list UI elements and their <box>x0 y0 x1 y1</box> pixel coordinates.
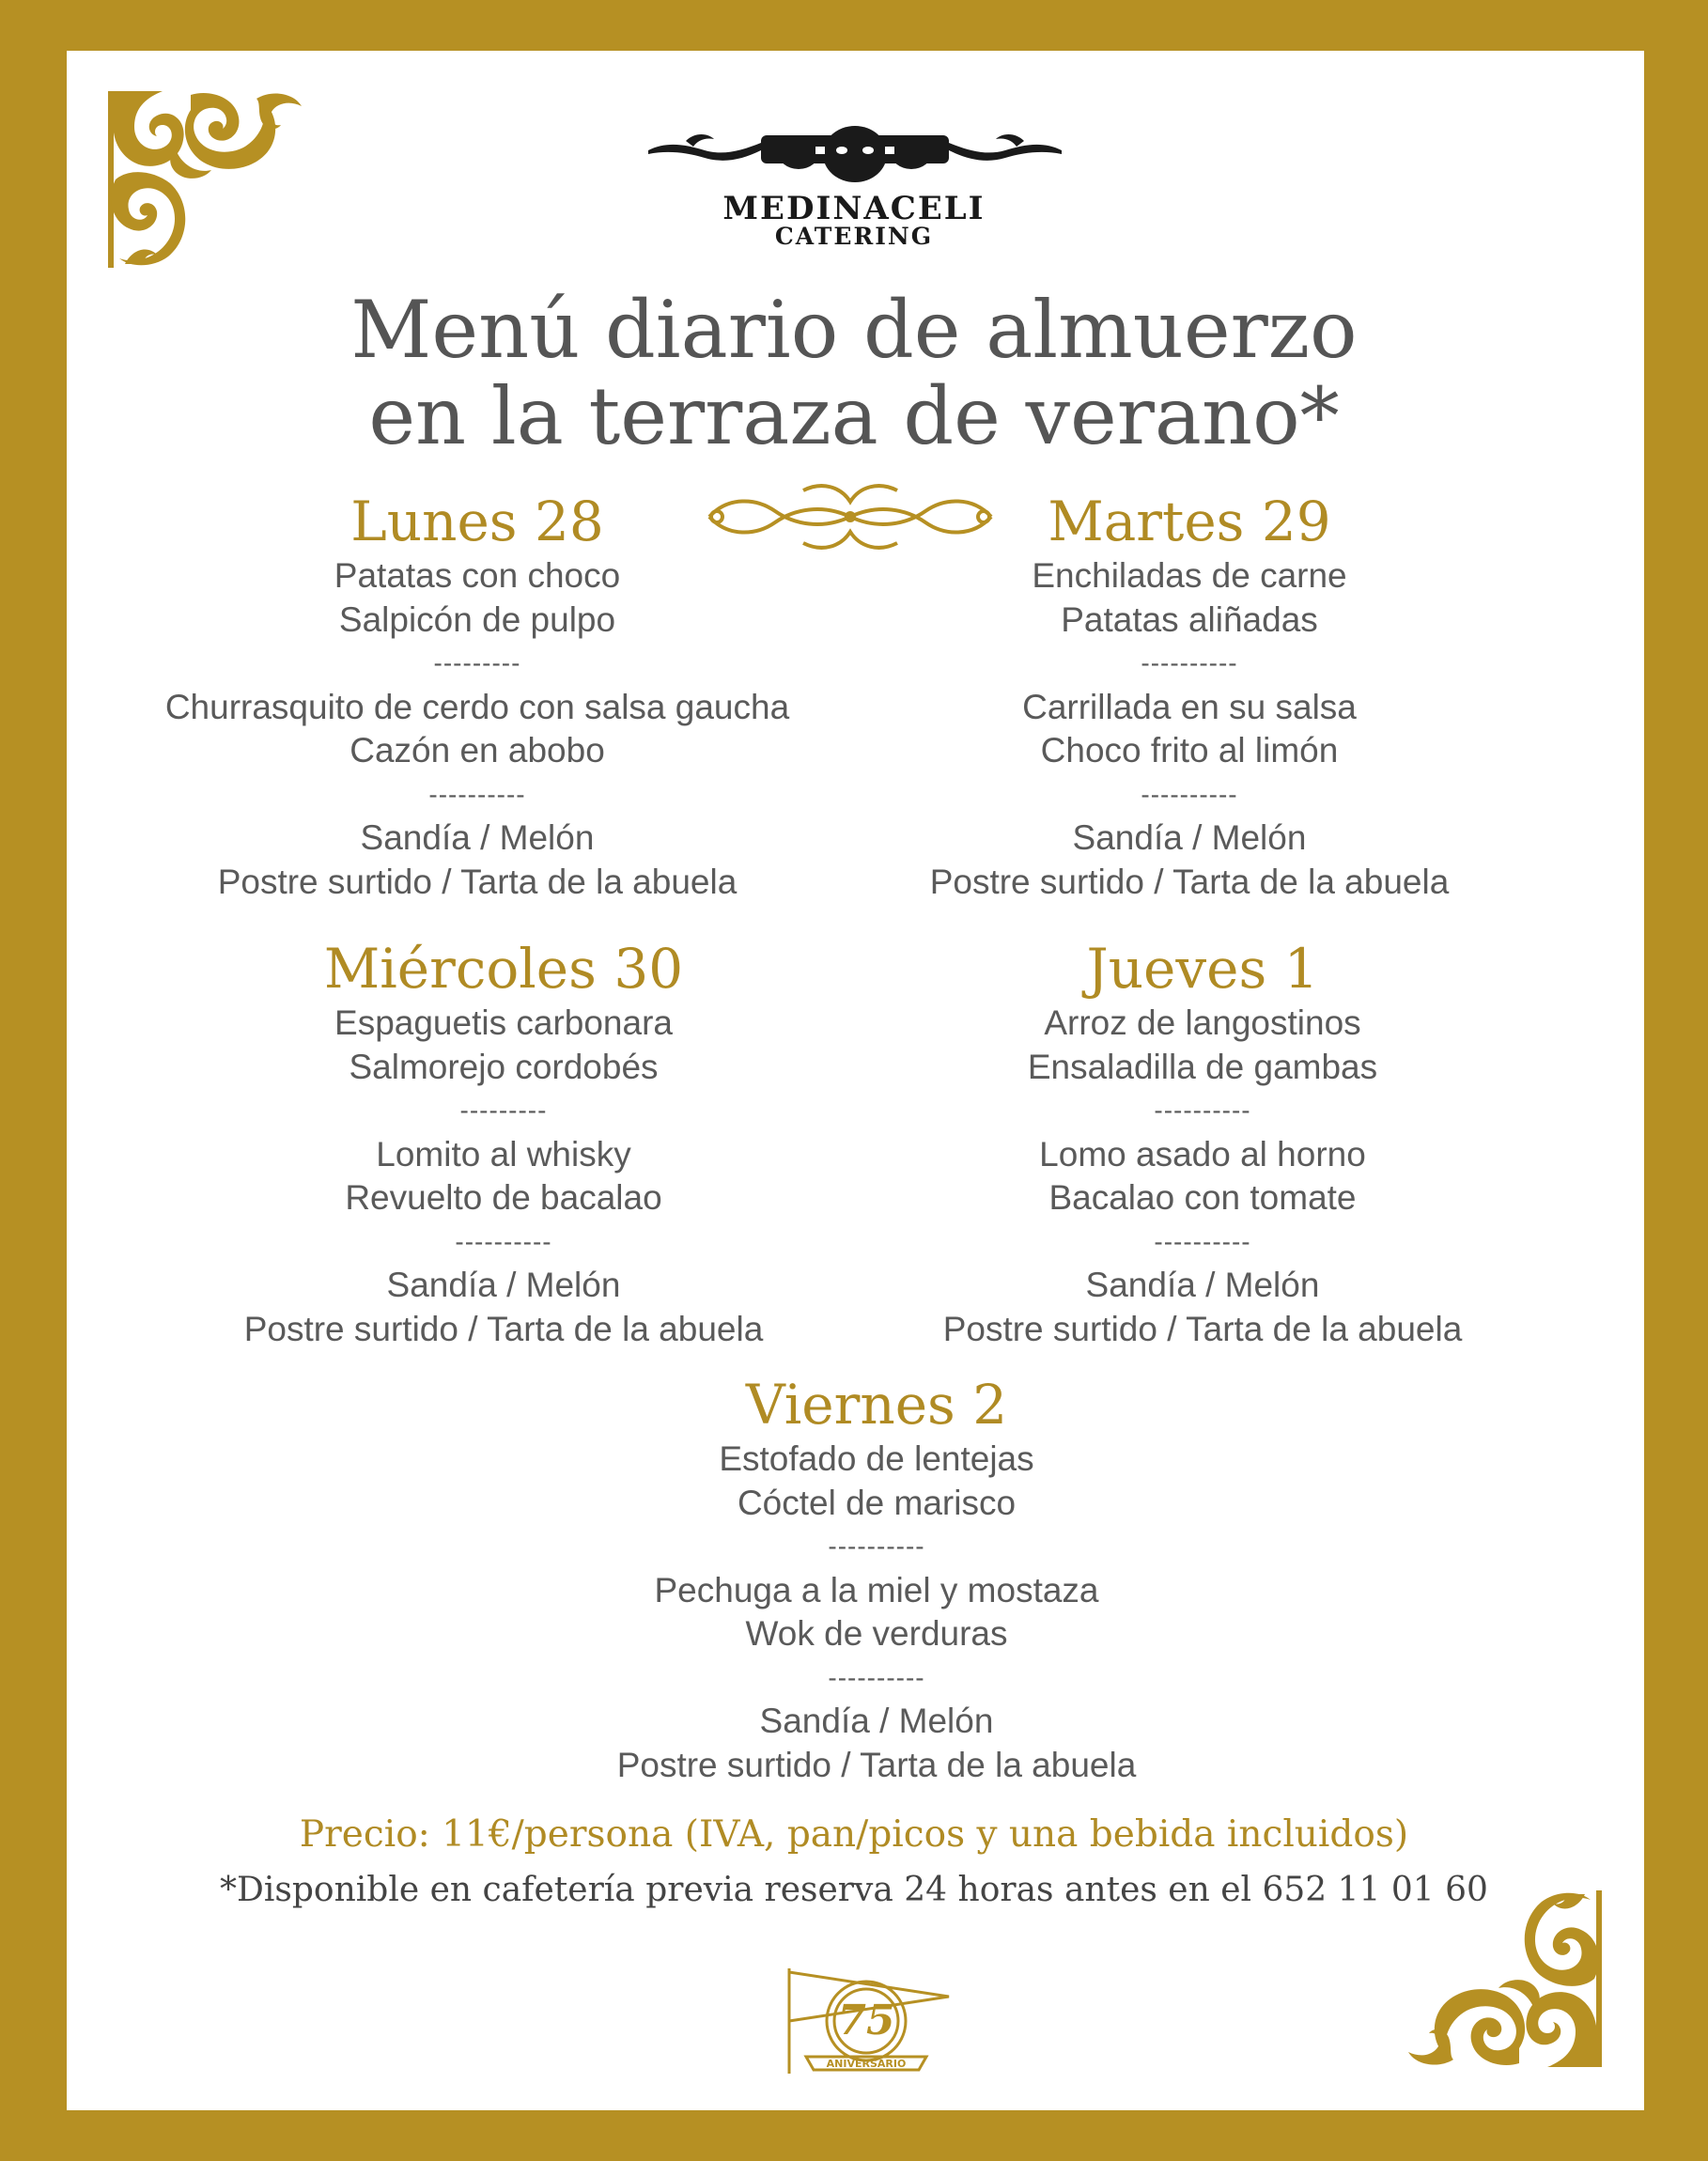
menu-title-line2: en la terraza de verano* <box>368 370 1340 462</box>
badge-label: ANIVERSARIO <box>826 2058 907 2070</box>
dish-item: Postre surtido / Tarta de la abuela <box>217 862 738 901</box>
dish-item: Revuelto de bacalao <box>345 1178 662 1217</box>
availability-note: *Disponible en cafetería previa reserva 24 horas antes en el 652 11 01 60 <box>220 1871 1488 1909</box>
course-separator: ---------- <box>1141 779 1238 809</box>
course-separator: ---------- <box>1154 1096 1251 1125</box>
dish-item: Lomito al whisky <box>376 1134 631 1174</box>
course-separator: --------- <box>433 648 521 677</box>
price-line: Precio: 11€/persona (IVA, pan/picos y una bebida incluidos) <box>299 1813 1409 1856</box>
dish-item: Sandía / Melón <box>386 1266 621 1304</box>
dish-item: Postre surtido / Tarta de la abuela <box>616 1745 1137 1784</box>
dish-item: Salpicón de pulpo <box>338 599 616 639</box>
dish-item: Espaguetis carbonara <box>334 1003 673 1042</box>
dish-item: Patatas con choco <box>334 556 621 595</box>
day-title: Miércoles 30 <box>323 937 684 1001</box>
course-separator: ---------- <box>455 1226 552 1256</box>
day-friday <box>463 1372 1290 1787</box>
dish-item: Postre surtido / Tarta de la abuela <box>243 1309 764 1348</box>
course-separator: --------- <box>459 1096 548 1125</box>
dish-item: Sandía / Melón <box>360 818 595 857</box>
menu-title-line1: Menú diario de almuerzo <box>350 284 1358 376</box>
course-separator: ---------- <box>428 779 526 809</box>
brand-subtitle: CATERING <box>774 223 934 250</box>
dish-item: Sandía / Melón <box>1085 1266 1320 1304</box>
dish-item: Enchiladas de carne <box>1032 556 1347 595</box>
course-separator: ---------- <box>1154 1226 1251 1256</box>
course-separator: ---------- <box>828 1662 925 1692</box>
dish-item: Postre surtido / Tarta de la abuela <box>929 862 1450 901</box>
dish-item: Salmorejo cordobés <box>349 1047 659 1086</box>
day-title: Martes 29 <box>1048 490 1331 553</box>
day-tuesday <box>776 489 1603 904</box>
dish-item: Cóctel de marisco <box>737 1483 1017 1522</box>
badge-number: 75 <box>837 1997 895 2044</box>
course-separator: ---------- <box>828 1531 925 1561</box>
dish-item: Wok de verduras <box>745 1614 1008 1653</box>
day-title: Lunes 28 <box>350 490 604 553</box>
brand-name: MEDINACELI <box>722 190 986 227</box>
dish-item: Postre surtido / Tarta de la abuela <box>942 1309 1463 1348</box>
anniversary-badge-icon <box>761 1959 968 2081</box>
dish-item: Churrasquito de cerdo con salsa gaucha <box>164 687 790 726</box>
dish-item: Choco frito al limón <box>1040 731 1339 770</box>
dish-item: Arroz de langostinos <box>1044 1003 1361 1042</box>
dish-item: Estofado de lentejas <box>719 1439 1034 1478</box>
dish-item: Carrillada en su salsa <box>1022 687 1357 726</box>
dish-item: Bacalao con tomate <box>1048 1178 1357 1217</box>
day-title: Viernes 2 <box>745 1373 1008 1437</box>
dish-item: Sandía / Melón <box>759 1702 994 1740</box>
brand-logo-icon <box>648 122 1062 188</box>
corner-flourish-icon <box>1405 1889 1604 2069</box>
dish-item: Pechuga a la miel y mostaza <box>654 1570 1099 1609</box>
dish-item: Lomo asado al horno <box>1039 1134 1366 1174</box>
course-separator: ---------- <box>1141 648 1238 677</box>
day-monday <box>64 489 891 904</box>
dish-item: Cazón en abobo <box>349 731 605 770</box>
day-title: Jueves 1 <box>1086 937 1319 1001</box>
dish-item: Ensaladilla de gambas <box>1027 1047 1378 1086</box>
day-thursday <box>789 936 1616 1351</box>
dish-item: Sandía / Melón <box>1072 818 1307 857</box>
dish-item: Patatas aliñadas <box>1061 599 1318 639</box>
